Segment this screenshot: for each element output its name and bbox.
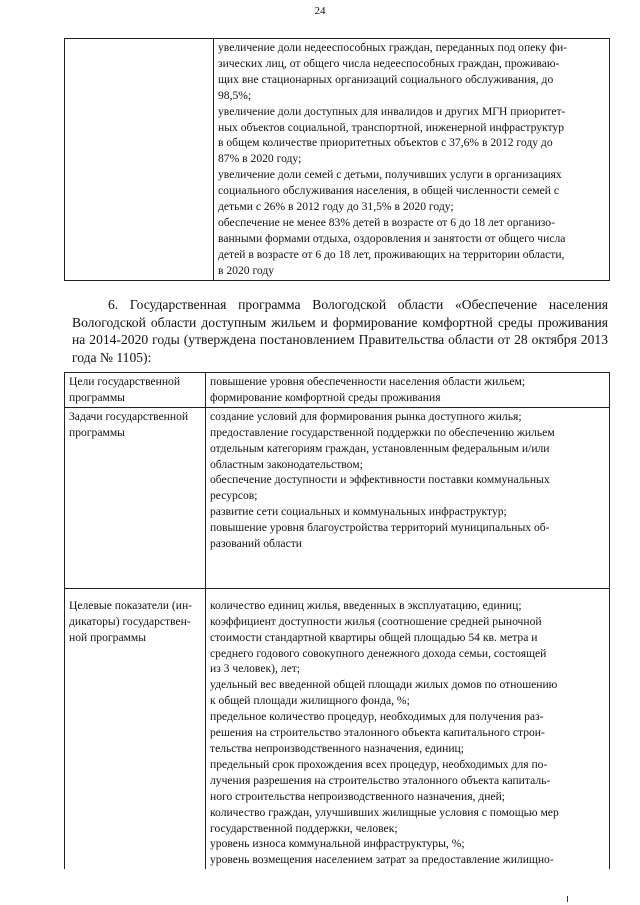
text-line: из 3 человек), лет; — [210, 662, 300, 676]
text-line: 98,5%; — [218, 88, 252, 102]
text-line: обеспечение доступности и эффективности поставки коммунальных — [210, 473, 550, 487]
text-line: зических лиц, от общего числа недееспособных граждан, проживаю- — [218, 56, 560, 70]
program-passport-table — [64, 372, 610, 869]
text-line: уровень возмещения населением затрат за предоставление жилищно- — [210, 853, 554, 867]
text-line: стоимости стандартной квартиры общей площадью 54 кв. метра и — [210, 630, 538, 644]
section-heading: 6. Государственная программа Вологодской области «Обеспечение населения Вологодской области доступным жильем и формирование комфортной среды проживания на 2014-2020 годы (утверждена постановлением Правительства области от 28 октября 2013 года № 1105): — [72, 297, 608, 365]
text-line: повышение уровня благоустройства территорий муниципальных об- — [210, 521, 550, 535]
text-line: 87% в 2020 году; — [218, 152, 302, 166]
text-line: щих вне стационарных организаций социального обслуживания, до — [218, 72, 554, 86]
table-cell-indicators — [214, 39, 610, 281]
text-line: ресурсов; — [210, 489, 258, 503]
continued-indicators-table — [64, 38, 610, 281]
text-line: ных объектов социальной, транспортной, инженерной инфраструктур — [218, 120, 565, 134]
text-line: формирование комфортной среды проживания — [210, 390, 441, 404]
text-line: разований области — [210, 537, 302, 551]
text-line: к общей площади жилищного фонда, %; — [210, 694, 410, 708]
text-line: дикаторы) государствен- — [69, 614, 191, 628]
table-row — [65, 373, 610, 408]
text-line: предельный срок прохождения всех процедур, необходимых для по- — [210, 757, 548, 771]
row-value-goals — [206, 373, 610, 408]
row-value-indicators — [206, 588, 610, 869]
text-line: тельства непроизводственного назначения, единиц; — [210, 741, 464, 755]
text-line: среднего годового совокупного денежного дохода семьи, состоящей — [210, 646, 547, 660]
text-line: количество граждан, улучшивших жилищные условия с помощью мер — [210, 805, 559, 819]
text-line: детей в возрасте от 6 до 18 лет, проживающих на территории области, — [218, 247, 565, 261]
text-line: предельное количество процедур, необходимых для получения раз- — [210, 710, 544, 724]
text-line: в общем количестве приоритетных объектов с 37,6% в 2012 году до — [218, 136, 553, 150]
text-line: решения на строительство эталонного объекта капитального строи- — [210, 726, 545, 740]
text-line: лучения разрешения на строительство эталонного объекта капиталь- — [210, 773, 551, 787]
text-line: увеличение доли недееспособных граждан, переданных под опеку фи- — [218, 41, 568, 54]
page-edge-mark — [567, 896, 568, 902]
text-line: повышение уровня обеспеченности населения области жильем; — [210, 375, 526, 388]
text-line: социального обслуживания населения, в общей численности семей с — [218, 184, 560, 198]
text-line: программы — [69, 425, 125, 439]
text-line: Целевые показатели (ин- — [69, 598, 193, 612]
text-line: ванными формами отдыха, оздоровления и занятости от общего числа — [218, 231, 566, 245]
text-line: областным законодательством; — [210, 457, 363, 471]
row-label-indicators — [65, 588, 206, 869]
text-line: увеличение доли семей с детьми, получивших услуги в организациях — [218, 168, 562, 182]
text-line: количество единиц жилья, введенных в эксплуатацию, единиц; — [210, 598, 522, 612]
row-label-tasks — [65, 407, 206, 588]
text-line: ного строительства непроизводственного назначения, дней; — [210, 789, 506, 803]
text-line: отдельным категориям граждан, установленным федеральным и/или — [210, 441, 550, 455]
text-line: увеличение доли доступных для инвалидов и других МГН приоритет- — [218, 104, 566, 118]
text-line: уровень износа коммунальной инфраструктуры, %; — [210, 837, 465, 851]
row-label-goals — [65, 373, 206, 408]
table-row — [65, 588, 610, 869]
text-line: программы — [69, 390, 125, 404]
row-value-tasks — [206, 407, 610, 588]
text-line: создание условий для формирования рынка доступного жилья; — [210, 409, 522, 423]
table-row — [65, 407, 610, 588]
text-line: детьми с 26% в 2012 году до 31,5% в 2020 году; — [218, 200, 454, 214]
text-line: обеспечение не менее 83% детей в возрасте от 6 до 18 лет организо- — [218, 215, 555, 229]
text-line: развитие сети социальных и коммунальных инфраструктур; — [210, 505, 507, 519]
table-row — [65, 39, 610, 281]
text-line: коэффициент доступности жилья (соотношение средней рыночной — [210, 614, 542, 628]
text-line: Цели государственной — [69, 375, 181, 388]
text-line: государственной поддержки, человек; — [210, 821, 398, 835]
text-line: предоставление государственной поддержки по обеспечению жильем — [210, 425, 555, 439]
page-number: 24 — [314, 5, 326, 17]
text-line: Задачи государственной — [69, 409, 189, 423]
text-line: в 2020 году — [218, 263, 275, 277]
text-line: удельный вес введенной общей площади жилых домов по отношению — [210, 678, 558, 692]
text-line: ной программы — [69, 630, 147, 644]
table-cell-left-empty — [65, 39, 214, 281]
